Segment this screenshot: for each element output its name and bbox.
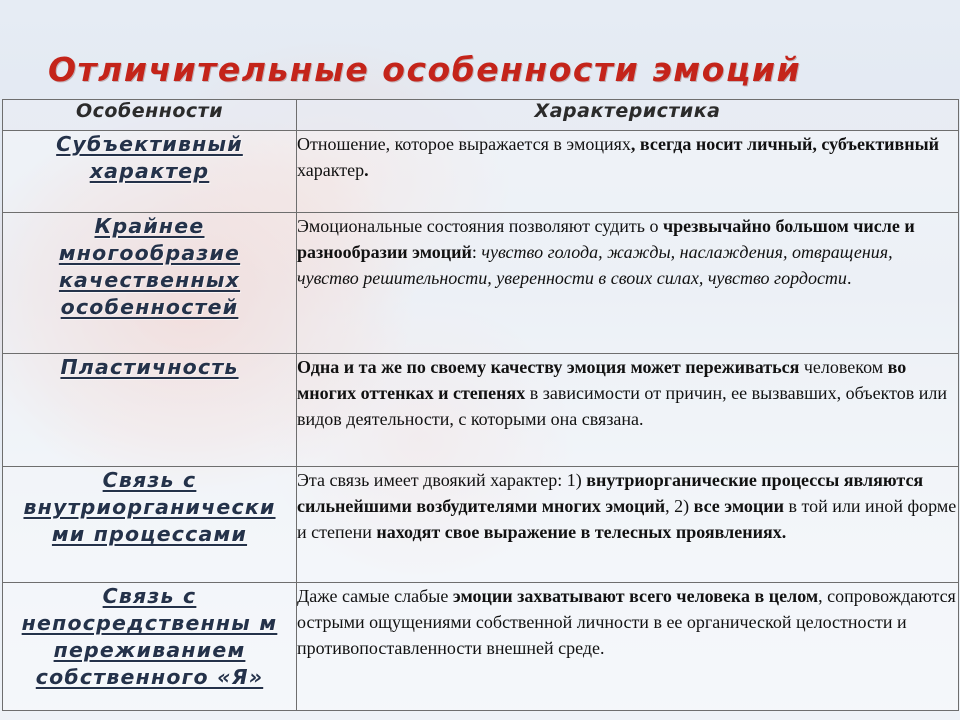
feature-label: Пластичность [60, 355, 239, 379]
description-text: Отношение, которое выражается в эмоциях [297, 134, 631, 154]
header-characteristics: Характеристика [297, 100, 959, 131]
description-text: Эмоциональные состояния позволяют судить о [297, 216, 663, 236]
description-text: Даже самые слабые [297, 586, 453, 606]
table-row [3, 467, 959, 583]
feature-cell [3, 131, 297, 213]
feature-label: Субъективный характер [56, 132, 243, 183]
description-text: находят свое выражение в телесных проявлениях. [376, 522, 787, 542]
features-table [2, 99, 959, 711]
description-text: человеком [799, 357, 888, 377]
description-text: все эмоции [693, 496, 785, 516]
description-cell [297, 583, 959, 711]
description-text: Эта связь имеет двоякий характер: 1) [297, 470, 587, 490]
description-text: , всегда носит личный, субъективный [630, 134, 940, 154]
description-text: эмоции захватывают всего человека в целом [452, 586, 819, 606]
description-text: , сопровождаются острыми ощущениями собственной личности в ее органической целостности и противопоставленности внешней среде. [297, 586, 956, 658]
description-text: Одна и та же по своему качеству эмоция может переживаться [297, 357, 800, 377]
description-cell [297, 354, 959, 467]
description-text: чувство голода, жажды, наслаждения, отвращения, чувство решительности, уверенности в своих силах, чувство гордости [297, 242, 893, 288]
table-row [3, 354, 959, 467]
description-text: : [471, 242, 482, 262]
description-text: характер [297, 160, 365, 180]
feature-cell [3, 213, 297, 354]
table-header-row [3, 100, 959, 131]
description-cell [297, 213, 959, 354]
description-text: , 2) [665, 496, 694, 516]
feature-cell [3, 354, 297, 467]
table-row [3, 213, 959, 354]
header-features: Особенности [3, 100, 297, 131]
description-text: во многих оттенках и степенях [297, 357, 907, 403]
page-title: Отличительные особенности эмоций [48, 50, 802, 89]
feature-cell [3, 467, 297, 583]
feature-label: Связь с внутриорганически ми процессами [23, 468, 276, 546]
description-text: . [364, 160, 369, 180]
feature-label: Крайнее многообразие качественных особенностей [58, 214, 241, 319]
table-row [3, 131, 959, 213]
description-text: внутриорганические процессы являются сильнейшими возбудителями многих эмоций [297, 470, 924, 516]
feature-label: Связь с непосредственны м переживанием собственного «Я» [21, 584, 278, 689]
description-cell [297, 467, 959, 583]
table-row [3, 583, 959, 711]
description-text: в зависимости от причин, ее вызвавших, объектов или видов деятельности, с которыми она связана. [297, 383, 947, 429]
description-text: в той или иной форме и степени [297, 496, 957, 542]
feature-cell [3, 583, 297, 711]
description-text: . [846, 268, 852, 288]
description-text: чрезвычайно большом числе и разнообразии эмоций [297, 216, 915, 262]
description-cell [297, 131, 959, 213]
